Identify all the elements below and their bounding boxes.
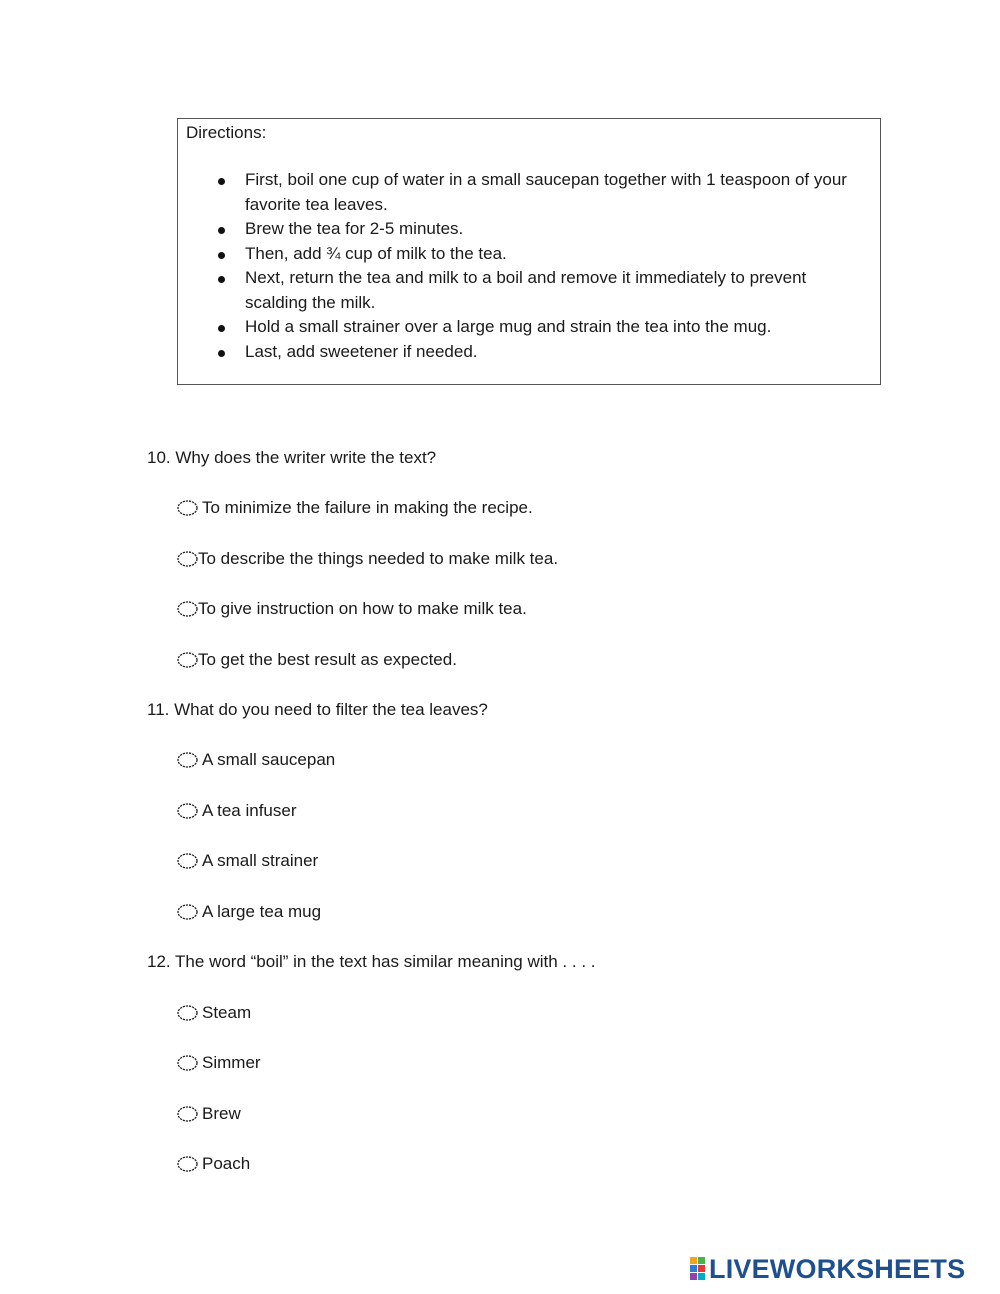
option-q11-a[interactable]: A small saucepan xyxy=(177,748,335,772)
option-q10-d[interactable]: To get the best result as expected. xyxy=(177,648,457,672)
direction-step: Last, add sweetener if needed. xyxy=(178,340,868,365)
direction-step: Brew the tea for 2-5 minutes. xyxy=(178,217,868,242)
liveworksheets-logo[interactable] xyxy=(690,1255,965,1283)
radio-circle-icon[interactable] xyxy=(177,803,198,819)
option-q12-a[interactable]: Steam xyxy=(177,1001,251,1025)
directions-box xyxy=(177,118,881,385)
question-11: 11. What do you need to filter the tea leaves? xyxy=(147,700,488,719)
direction-step: Next, return the tea and milk to a boil and remove it immediately to prevent scalding the milk. xyxy=(178,266,868,315)
bullet-icon xyxy=(218,178,225,185)
direction-step: First, boil one cup of water in a small saucepan together with 1 teaspoon of your favorite tea leaves. xyxy=(178,168,868,217)
option-q10-a[interactable]: To minimize the failure in making the recipe. xyxy=(177,496,533,520)
radio-circle-icon[interactable] xyxy=(177,500,198,516)
directions-list xyxy=(178,168,868,364)
question-10: 10. Why does the writer write the text? xyxy=(147,448,437,467)
option-q12-c[interactable]: Brew xyxy=(177,1102,241,1126)
bullet-icon xyxy=(218,252,225,259)
radio-circle-icon[interactable] xyxy=(177,551,198,567)
directions-heading: Directions: xyxy=(186,123,267,142)
option-q11-c[interactable]: A small strainer xyxy=(177,849,318,873)
option-q11-d[interactable]: A large tea mug xyxy=(177,900,321,924)
bullet-icon xyxy=(218,350,225,357)
direction-step: Then, add ¾ cup of milk to the tea. xyxy=(178,242,868,267)
radio-circle-icon[interactable] xyxy=(177,752,198,768)
question-12: 12. The word “boil” in the text has similar meaning with . . . . xyxy=(147,952,596,971)
option-q10-c[interactable]: To give instruction on how to make milk tea. xyxy=(177,597,527,621)
logo-text: LIVEWORKSHEETS xyxy=(709,1254,966,1284)
option-q11-b[interactable]: A tea infuser xyxy=(177,799,297,823)
direction-step: Hold a small strainer over a large mug and strain the tea into the mug. xyxy=(178,315,868,340)
bullet-icon xyxy=(218,276,225,283)
radio-circle-icon[interactable] xyxy=(177,1005,198,1021)
option-q12-d[interactable]: Poach xyxy=(177,1152,250,1176)
bullet-icon xyxy=(218,227,225,234)
radio-circle-icon[interactable] xyxy=(177,853,198,869)
radio-circle-icon[interactable] xyxy=(177,652,198,668)
radio-circle-icon[interactable] xyxy=(177,1156,198,1172)
option-q12-b[interactable]: Simmer xyxy=(177,1051,261,1075)
bullet-icon xyxy=(218,325,225,332)
radio-circle-icon[interactable] xyxy=(177,904,198,920)
option-q10-b[interactable]: To describe the things needed to make milk tea. xyxy=(177,547,558,571)
liveworksheets-logo-icon xyxy=(690,1257,706,1281)
radio-circle-icon[interactable] xyxy=(177,601,198,617)
radio-circle-icon[interactable] xyxy=(177,1106,198,1122)
radio-circle-icon[interactable] xyxy=(177,1055,198,1071)
